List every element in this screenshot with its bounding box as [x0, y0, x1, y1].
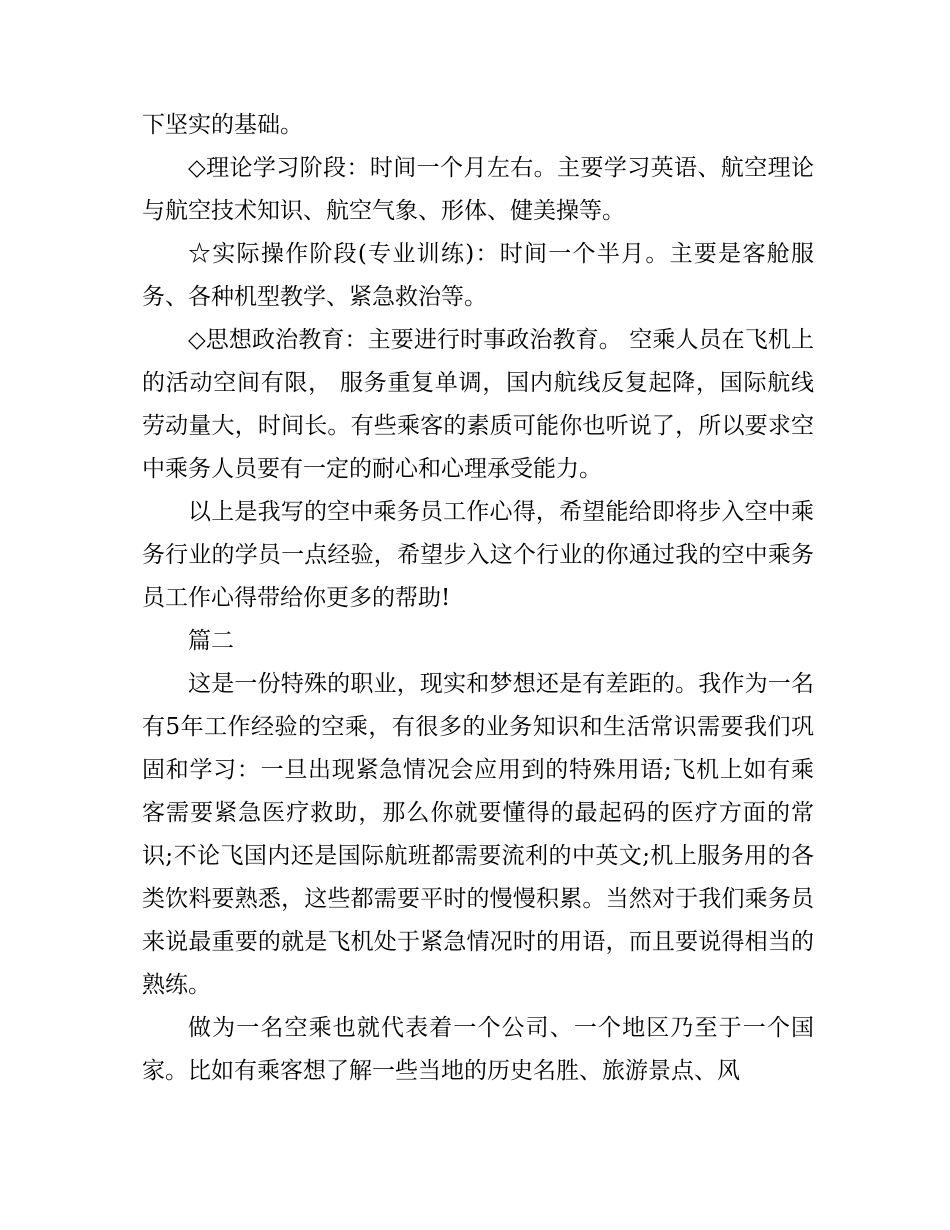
paragraph-representation: 做为一名空乘也就代表着一个公司、一个地区乃至于一个国家。比如有乘客想了解一些当地的历史名胜、旅游景点、风	[142, 1015, 814, 1084]
paragraph-theory-stage: ◇理论学习阶段：时间一个月左右。主要学习英语、航空理论与航空技术知识、航空气象、形体、健美操等。	[142, 155, 814, 224]
paragraph-special-profession: 这是一份特殊的职业，现实和梦想还是有差距的。我作为一名有5年工作经验的空乘，有很多的业务知识和生活常识需要我们巩固和学习：一旦出现紧急情况会应用到的特殊用语;飞机上如有乘客需要紧急医疗救助，那么你就要懂得的最起码的医疗方面的常识;不论飞国内还是国际航班都需要流利的中英文;机上服务用的各类饮料要熟悉，这些都需要平时的慢慢积累。当然对于我们乘务员来说最重要的就是飞机处于紧急情况时的用语，而且要说得相当的熟练。	[142, 671, 814, 998]
paragraph-summary: 以上是我写的空中乘务员工作心得，希望能给即将步入空中乘务行业的学员一点经验，希望步入这个行业的你通过我的空中乘务员工作心得带给你更多的帮助!	[142, 499, 814, 611]
document-body	[142, 104, 814, 1093]
paragraph-political-education: ◇思想政治教育：主要进行时事政治教育。 空乘人员在飞机上的活动空间有限， 服务重复单调，国内航线反复起降，国际航线劳动量大，时间长。有些乘客的素质可能你也听说了，所以要求空中乘务人员要有一定的耐心和心理承受能力。	[142, 327, 814, 482]
paragraph-continuation: 下坚实的基础。	[142, 112, 303, 138]
paragraph-practice-stage: ☆实际操作阶段(专业训练)：时间一个半月。主要是客舱服务、各种机型教学、紧急救治等。	[142, 241, 814, 310]
section-heading-part-two: 篇二	[188, 628, 234, 654]
